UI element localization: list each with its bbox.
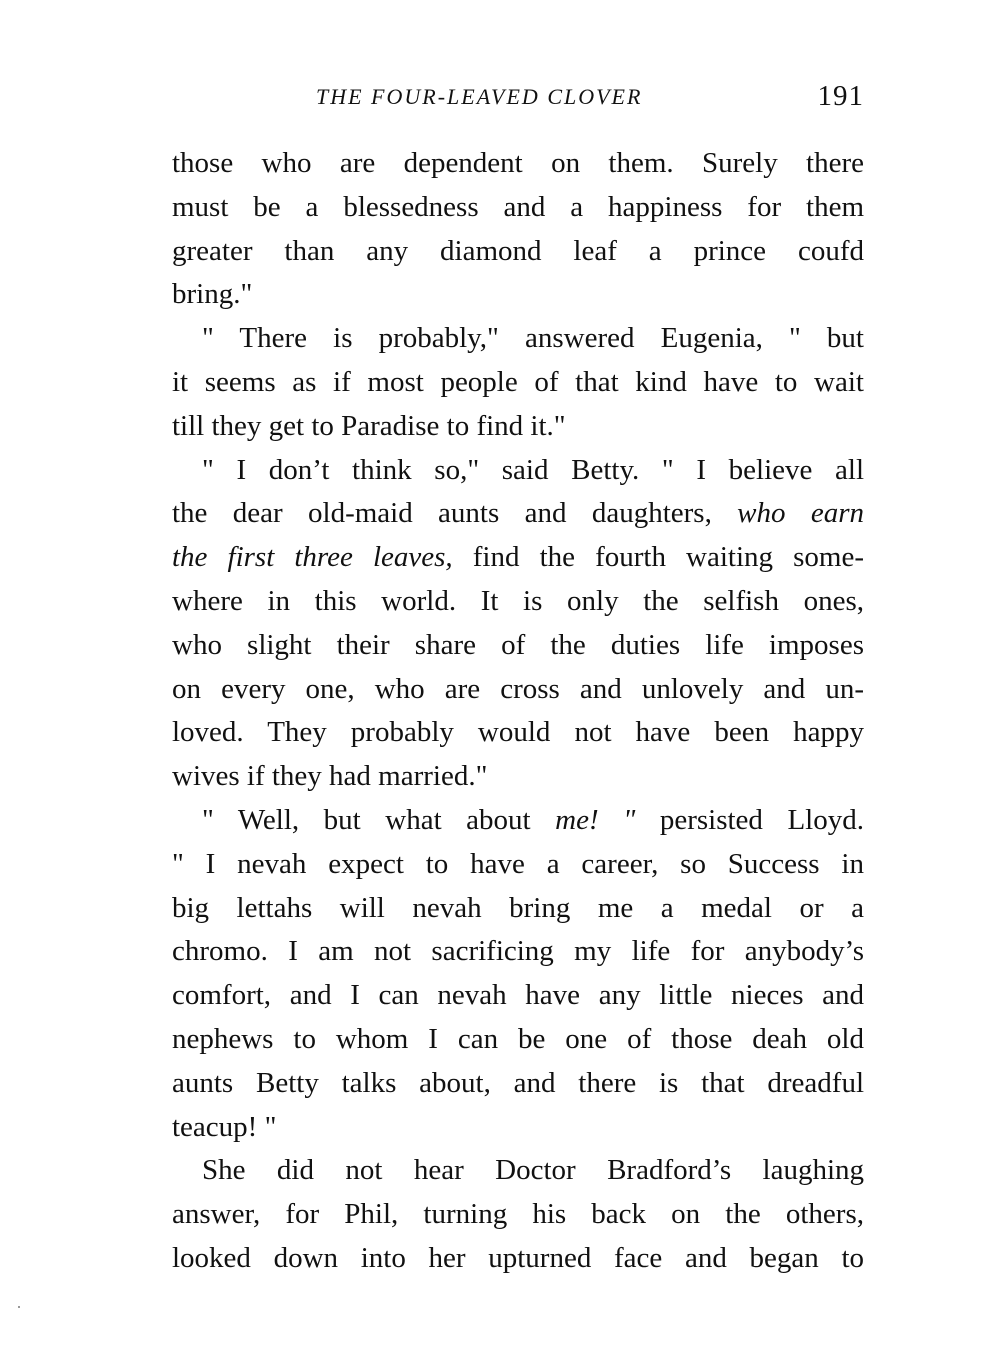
text-run: must be a blessedness and a happiness for them (172, 190, 864, 223)
text-line (172, 405, 864, 449)
text-line (172, 711, 864, 755)
text-line (172, 799, 864, 843)
text-line (172, 449, 864, 493)
text-run: where in this world. It is only the selfish ones, (172, 584, 864, 617)
text-run: persisted Lloyd. (635, 803, 864, 836)
text-line (172, 1237, 864, 1281)
text-run: on every one, who are cross and unlovely and un- (172, 672, 864, 705)
text-run: those who are dependent on them. Surely there (172, 147, 864, 179)
text-run: till they get to Paradise to find it." (172, 409, 566, 442)
text-run: wives if they had married." (172, 760, 488, 793)
text-line (172, 974, 864, 1018)
text-run: comfort, and I can nevah have any little nieces and (172, 979, 864, 1012)
text-run: find the fourth waiting some- (452, 541, 865, 574)
text-run: looked down into her upturned face and began to (172, 1241, 864, 1274)
italic-text: me! " (555, 803, 636, 836)
text-line (172, 230, 864, 274)
text-line (172, 624, 864, 668)
text-line (172, 668, 864, 712)
text-line (172, 843, 864, 887)
text-line (172, 142, 864, 186)
text-line (172, 317, 864, 361)
scan-speck (18, 1306, 20, 1308)
text-run: nephews to whom I can be one of those deah old (172, 1022, 864, 1055)
text-line (172, 755, 864, 799)
running-header (172, 82, 864, 122)
text-line (172, 273, 864, 317)
text-run: bring." (172, 278, 253, 311)
text-run: aunts Betty talks about, and there is that dreadful (172, 1066, 864, 1099)
text-line (172, 492, 864, 536)
text-line (172, 1106, 864, 1150)
text-run: chromo. I am not sacrificing my life for anybody’s (172, 935, 864, 968)
italic-text: who earn (737, 497, 865, 530)
text-line (172, 1193, 864, 1237)
text-run: greater than any diamond leaf a prince coufd (172, 234, 864, 267)
text-run: big lettahs will nevah bring me a medal or a (172, 891, 864, 924)
text-run: She did not hear Doctor Bradford’s laughing (202, 1154, 864, 1187)
text-line (172, 930, 864, 974)
text-run: " I don’t think so," said Betty. " I believe all (202, 453, 864, 486)
text-run: answer, for Phil, turning his back on the others, (172, 1198, 864, 1231)
text-line (172, 1062, 864, 1106)
text-run: teacup! " (172, 1110, 277, 1143)
text-line (172, 1018, 864, 1062)
body-text (172, 142, 864, 1281)
text-run: the dear old-maid aunts and daughters, (172, 497, 738, 530)
text-run: who slight their share of the duties life imposes (172, 628, 864, 661)
running-title: THE FOUR-LEAVED CLOVER (316, 84, 643, 109)
text-run: it seems as if most people of that kind have to wait (172, 365, 864, 398)
text-run: loved. They probably would not have been happy (172, 716, 864, 749)
text-run: " There is probably," answered Eugenia, " but (202, 322, 864, 355)
page-number: 191 (817, 80, 864, 112)
italic-text: the first three leaves, (172, 541, 453, 574)
text-line (172, 1149, 864, 1193)
text-run: " Well, but what about (202, 803, 556, 836)
text-line (172, 186, 864, 230)
text-line (172, 580, 864, 624)
text-line (172, 536, 864, 580)
text-run: " I nevah expect to have a career, so Success in (172, 847, 864, 880)
text-line (172, 887, 864, 931)
text-line (172, 361, 864, 405)
